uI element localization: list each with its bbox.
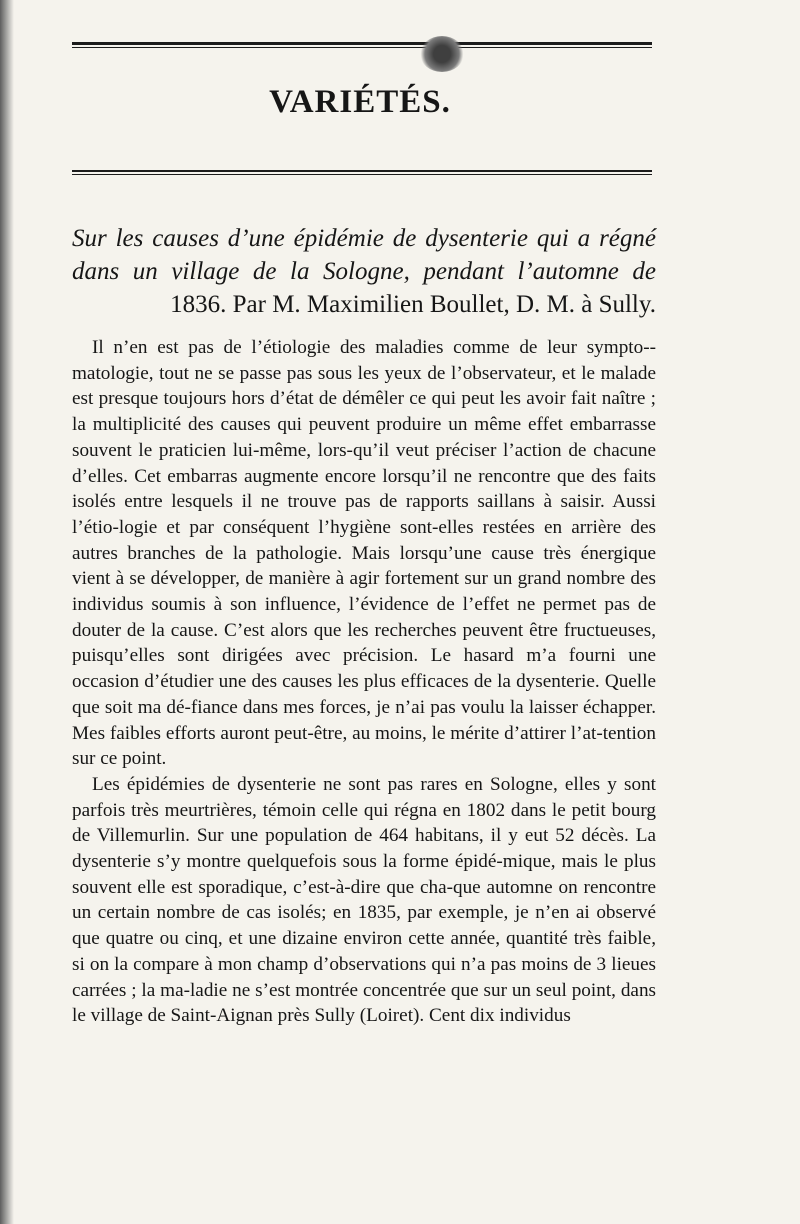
body-paragraph-1: Il n’en est pas de l’étiologie des maladies comme de leur sympto-matologie, tout ne se passe pas sous les yeux de l’observateur, et le malade est presque toujours hors d’état de démêler ce qui peut les avoir fait naître ; la multiplicité des causes qui peuvent produire un même effet embarrasse souvent le praticien lui-même, lors-qu’il veut préciser l’action de chacune d’elles. Cet embarras augmente encore lorsqu’il ne rencontre que des faits isolés entre lesquels il ne trouve pas de rapports saillans à saisir. Aussi l’étio-logie et par conséquent l’hygiène sont-elles restées en arrière des autres branches de la pathologie. Mais lorsqu’une cause très énergique vient à se développer, de manière à agir fortement sur un grand nombre des individus soumis à son influence, l’évidence de l’effet ne permet pas de douter de la cause. C’est alors que les recherches peuvent être fructueuses, puisqu’elles sont dirigées avec précision. Le hasard m’a fourni une occasion d’étudier une des causes les plus efficaces de la dysenterie. Quelle que soit ma dé-fiance dans mes forces, je n’ai pas voulu la laisser échapper. Mes faibles efforts auront peut-être, au moins, le mérite d’attirer l’at-tention sur ce point. (72, 337, 656, 770)
section-title: VARIÉTÉS. (269, 84, 451, 120)
article-byline: 1836. Par M. Maximilien Boullet, D. M. à Sully. (170, 291, 656, 318)
body-paragraph-2: Les épidémies de dysenterie ne sont pas rares en Sologne, elles y sont parfois très meurtrières, témoin celle qui régna en 1802 dans le petit bourg de Villemurlin. Sur une population de 464 habitans, il y eut 52 décès. La dysenterie s’y montre quelquefois sous la forme épidé-mique, mais le plus souvent elle est sporadique, c’est-à-dire que cha-que automne on rencontre un certain nombre de cas isolés; en 1835, par exemple, je n’en ai observé que quatre ou cinq, et une dizaine environ cette année, quantité très faible, si on la compare à mon champ d’observations qui n’a pas moins de 3 lieues carrées ; la ma-ladie ne s’est montrée concentrée que sur un seul point, dans le village de Saint-Aignan près Sully (Loiret). Cent dix individus (72, 773, 656, 1027)
article-body (72, 335, 656, 1029)
rule-thick-line (72, 170, 652, 172)
binding-shadow (0, 0, 14, 1224)
top-double-rule (72, 42, 652, 48)
article-title-text: Sur les causes d’une épidémie de dysenterie qui a régné dans un village de la Sologne, pendant l’automne de (72, 225, 656, 285)
rule-thick-line (72, 42, 652, 45)
rule-thin-line (72, 47, 652, 48)
article-title (72, 222, 656, 321)
rule-thin-line (72, 174, 652, 175)
bottom-double-rule (72, 170, 652, 175)
ink-blot (420, 36, 464, 72)
